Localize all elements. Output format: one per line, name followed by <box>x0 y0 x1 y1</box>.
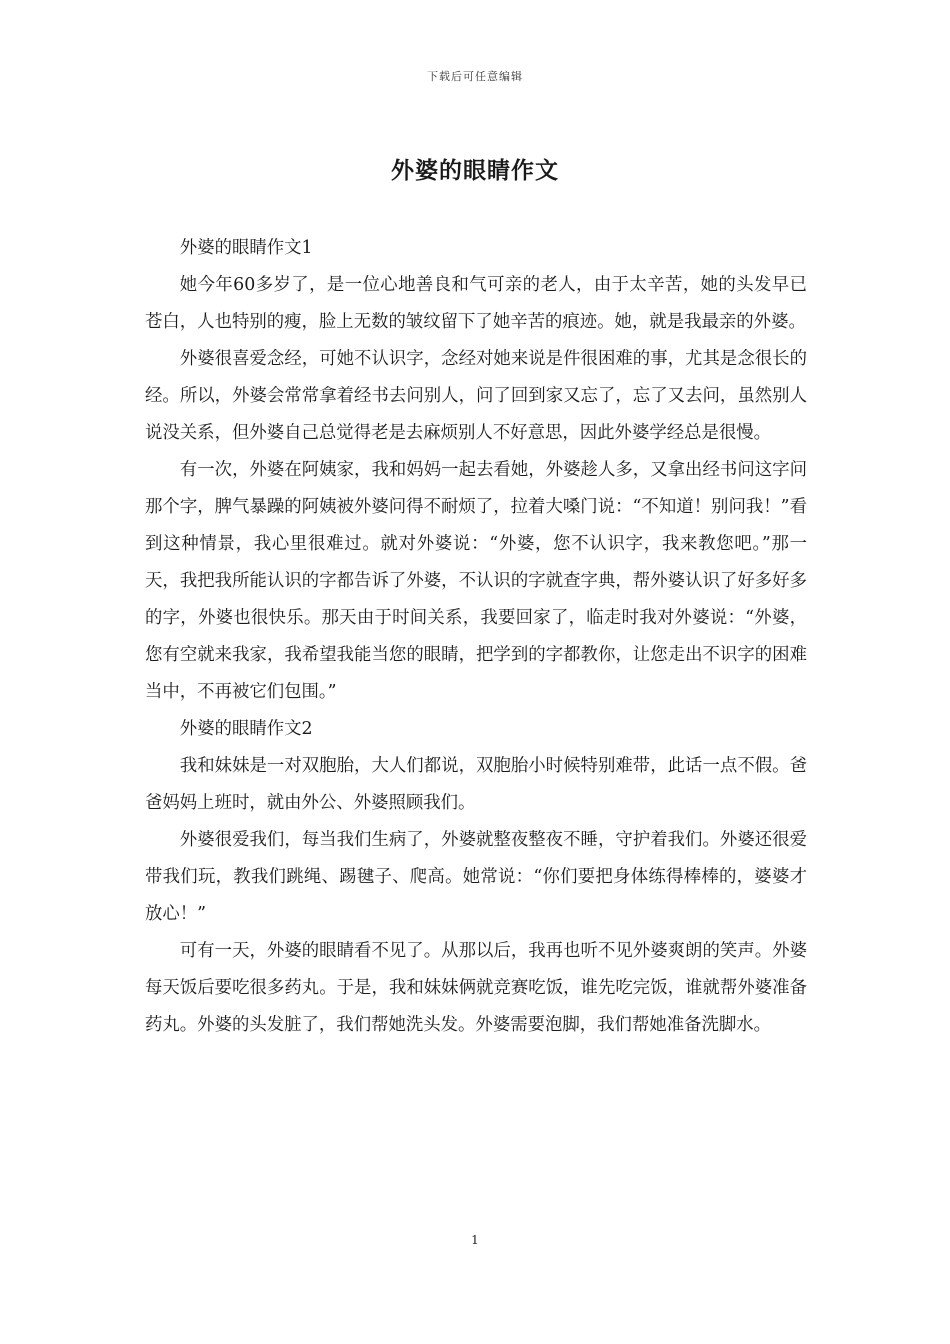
document-body <box>145 230 807 1044</box>
paragraph: 外婆很爱我们，每当我们生病了，外婆就整夜整夜不睡，守护着我们。外婆还很爱带我们玩，教我们跳绳、踢毽子、爬高。她常说：“你们要把身体练得棒棒的，婆婆才放心！” <box>145 830 807 924</box>
paragraph: 可有一天，外婆的眼睛看不见了。从那以后，我再也听不见外婆爽朗的笑声。外婆每天饭后要吃很多药丸。于是，我和妹妹俩就竞赛吃饭，谁先吃完饭，谁就帮外婆准备药丸。外婆的头发脏了，我们帮她洗头发。外婆需要泡脚，我们帮她准备洗脚水。 <box>145 941 807 1035</box>
paragraph: 我和妹妹是一对双胞胎，大人们都说，双胞胎小时候特别难带，此话一点不假。爸爸妈妈上班时，就由外公、外婆照顾我们。 <box>145 756 807 813</box>
paragraph: 外婆很喜爱念经，可她不认识字，念经对她来说是件很困难的事，尤其是念很长的经。所以，外婆会常常拿着经书去问别人，问了回到家又忘了，忘了又去问，虽然别人说没关系，但外婆自己总觉得老是去麻烦别人不好意思，因此外婆学经总是很慢。 <box>145 349 807 443</box>
section-heading-1: 外婆的眼睛作文1 <box>179 238 313 258</box>
document-title: 外婆的眼睛作文 <box>391 157 559 184</box>
page-number: 1 <box>471 1233 479 1247</box>
section-heading-2: 外婆的眼睛作文2 <box>179 719 313 739</box>
paragraph: 有一次，外婆在阿姨家，我和妈妈一起去看她，外婆趁人多，又拿出经书问这字问那个字，脾气暴躁的阿姨被外婆问得不耐烦了，拉着大嗓门说：“不知道！别问我！”看到这种情景，我心里很难过。就对外婆说：“外婆，您不认识字，我来教您吧。”那一天，我把我所能认识的字都告诉了外婆，不认识的字就查字典，帮外婆认识了好多好多的字，外婆也很快乐。那天由于时间关系，我要回家了，临走时我对外婆说：“外婆，您有空就来我家，我希望我能当您的眼睛，把学到的字都教你，让您走出不识字的困难当中，不再被它们包围。” <box>145 460 807 702</box>
header-note: 下载后可任意编辑 <box>427 70 523 83</box>
paragraph: 她今年60多岁了，是一位心地善良和气可亲的老人，由于太辛苦，她的头发早已苍白，人也特别的瘦，脸上无数的皱纹留下了她辛苦的痕迹。她，就是我最亲的外婆。 <box>145 275 807 332</box>
